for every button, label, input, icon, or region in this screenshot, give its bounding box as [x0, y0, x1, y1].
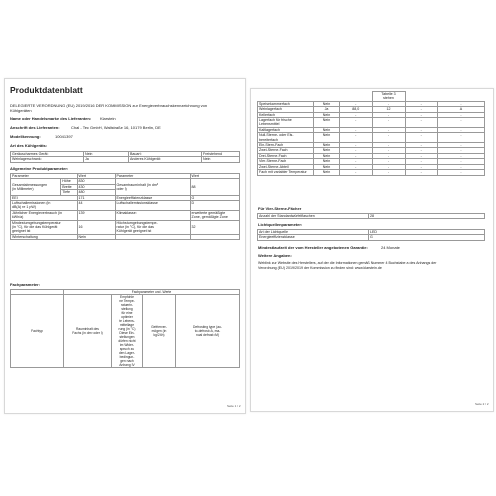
- table-cell: -: [438, 118, 485, 128]
- table-cell: -: [340, 153, 373, 158]
- max-temp-label-line: ratur (in °C), für die das: [116, 225, 154, 230]
- table-cell: -: [340, 143, 373, 148]
- col-label-line: Empfohle: [120, 295, 134, 299]
- table-cell: [405, 92, 438, 102]
- table-cell: -: [372, 101, 405, 106]
- table-cell: -: [340, 112, 373, 117]
- table-cell: -: [340, 118, 373, 128]
- table-cell: -: [438, 153, 485, 158]
- table-cell: -: [405, 101, 438, 106]
- table-cell: G: [369, 235, 485, 240]
- table-row: [258, 118, 485, 128]
- table-cell: -: [372, 153, 405, 158]
- table-cell: -: [438, 127, 485, 132]
- table-cell: -: [405, 118, 438, 128]
- col-label-line: Fachtyp: [31, 329, 43, 333]
- table-cell: 28: [369, 214, 485, 219]
- col-label-line: dürfen nicht: [118, 339, 136, 343]
- general-params-table: [10, 173, 240, 240]
- table-cell: Nein: [314, 164, 340, 169]
- table-cell: 44: [77, 201, 115, 211]
- table-cell: 830: [77, 179, 115, 184]
- table-cell: Nein: [314, 118, 340, 128]
- col-label-line: Defrosting type (au-: [193, 325, 222, 329]
- table-cell: Freistehend: [202, 152, 240, 157]
- dim-label-line: Gesamtabmessungen: [12, 182, 48, 187]
- table-cell: -: [405, 148, 438, 153]
- col-label-line: stellung: [121, 307, 133, 311]
- model-value: 10041397: [55, 134, 73, 139]
- col-label-line: to-defrost=A, ma-: [194, 329, 221, 333]
- table-cell: Kellerfach: [258, 112, 314, 117]
- table-cell: [340, 92, 373, 102]
- table-cell: [11, 220, 78, 234]
- table-cell: -: [372, 133, 405, 143]
- table-cell: -: [438, 159, 485, 164]
- supplier-name-label: Name oder Handelsmarke des Lieferanten:: [10, 116, 92, 121]
- table-cell: Nein: [314, 133, 340, 143]
- table-row: [11, 179, 240, 184]
- min-temp-label-line: geeignet ist: [12, 229, 31, 234]
- table-cell: [314, 92, 340, 102]
- table-cell: -: [372, 159, 405, 164]
- table-cell: -: [438, 148, 485, 153]
- table-cell: 480: [77, 190, 115, 195]
- table-cell: -: [372, 148, 405, 153]
- compartment-rows: [258, 101, 485, 175]
- col-label-line: für eine: [121, 311, 133, 315]
- table-cell: [190, 210, 239, 220]
- table-cell: Anzahl der Standardwürfelflaschen: [258, 214, 369, 219]
- table-cell: -: [405, 127, 438, 132]
- table-cell: -: [340, 127, 373, 132]
- table-cell: -: [438, 143, 485, 148]
- table-cell: -: [438, 170, 485, 175]
- table-row: [258, 214, 485, 219]
- table-cell: -: [340, 170, 373, 175]
- table-header-cell: Wert: [77, 174, 115, 179]
- fach-table: [10, 289, 240, 368]
- col-label-line: Gefrierver-: [151, 325, 167, 329]
- col-label-line: Anhang IV: [119, 363, 135, 367]
- table-cell: Tiefe: [61, 190, 77, 195]
- col-label-line: stellungen: [119, 335, 135, 339]
- table-cell: Fach mit variabler Temperatur: [258, 170, 314, 175]
- table-cell: -: [405, 112, 438, 117]
- table-cell: [115, 220, 190, 234]
- table-cell: -: [340, 101, 373, 106]
- table-cell: [115, 179, 190, 195]
- min-temp-label-line: (in °C), für die das Kühlgerät: [12, 225, 58, 230]
- table-cell: 16: [77, 220, 115, 234]
- type-heading: Art des Kühlgeräts:: [10, 143, 48, 148]
- table-header-cell: Parameter: [115, 174, 190, 179]
- warranty-value: 24 Monate: [381, 245, 400, 250]
- table-cell: Kaltlagerfach: [258, 127, 314, 132]
- table-cell: Weinlagerfach: [258, 107, 314, 112]
- table-cell: 12: [372, 107, 405, 112]
- table-cell: Breite: [61, 184, 77, 189]
- table-cell: Klimaklasse:: [115, 210, 190, 220]
- table-cell: [112, 295, 143, 368]
- table-cell: Speisekammerfach: [258, 101, 314, 106]
- col-label-line: te Lebens-: [119, 319, 135, 323]
- type-table: [10, 151, 240, 163]
- supplier-address-value: Chal - Tec GmbH, Wallstraße 16, 10179 Berlin, DE: [71, 125, 161, 130]
- table-head-line: stehen: [383, 96, 394, 101]
- further-heading: Weitere Angaben:: [258, 253, 292, 258]
- table-cell: [11, 179, 61, 195]
- col-label-line: mögen (in: [151, 329, 167, 333]
- table-row: [258, 235, 485, 240]
- datasheet-page-2: [250, 88, 494, 412]
- table-cell: [115, 234, 190, 239]
- table-cell: [11, 201, 78, 211]
- table-cell: -: [372, 170, 405, 175]
- table-cell: Bauart:: [129, 152, 202, 157]
- col-label-line: im Wider-: [119, 343, 135, 347]
- volume-label-line: Gesamtrauminhalt (in dm³: [116, 182, 159, 187]
- table-cell: -: [405, 159, 438, 164]
- table-cell: -: [340, 133, 373, 143]
- table-cell: 139: [77, 210, 115, 220]
- table-cell: Nein: [314, 112, 340, 117]
- table-cell: -: [372, 143, 405, 148]
- table-header-cell: Fachparameter und -Werte: [64, 290, 240, 295]
- table-row: [11, 157, 240, 162]
- col-label-line: rung (in °C): [118, 327, 136, 331]
- table-cell: Höhe: [61, 179, 77, 184]
- col-label-line: Diese Ein-: [119, 331, 135, 335]
- table-cell: 88,0: [340, 107, 373, 112]
- light-table: [257, 229, 485, 241]
- consumption-label-line: Jährlicher Energieverbrauch (in: [12, 210, 62, 215]
- table-cell: Nein: [202, 157, 240, 162]
- table-cell: Geräuscharmes Gerät:: [11, 152, 84, 157]
- table-cell: Nein: [314, 170, 340, 175]
- table-cell: Art der Lichtquelle: [258, 230, 369, 235]
- climate-value-line: erweiterte gemäßigte: [191, 210, 226, 215]
- table-cell: 32: [190, 220, 239, 234]
- col-label-line: bedingun-: [119, 355, 135, 359]
- table-cell: Ein-Stern-Fach: [258, 143, 314, 148]
- regulation-line-2: Kühlgeräten: [10, 108, 32, 113]
- four-star-table: [257, 213, 485, 219]
- table-cell: [258, 92, 314, 102]
- table-cell: Zwei-Sterne-Abteil: [258, 164, 314, 169]
- table-cell: -: [438, 133, 485, 143]
- general-heading: Allgemeine Produktparameter:: [10, 166, 69, 171]
- noise-label-line: Luftschallemissionen (in: [12, 201, 51, 206]
- table-cell: -: [405, 107, 438, 112]
- table-cell: Nein: [314, 148, 340, 153]
- table-cell: 88: [190, 179, 239, 195]
- table-head-line: Tabelle 3: [381, 92, 396, 96]
- four-star-heading: Für Vier-Sterne-Fächer: [258, 206, 302, 211]
- table-cell: Weinlagerschrank:: [11, 157, 84, 162]
- table-cell: -: [372, 127, 405, 132]
- table-cell: Winterschaltung: [11, 234, 78, 239]
- table-cell: [64, 295, 112, 368]
- supplier-name-value: Klarstein: [100, 116, 116, 121]
- table-cell: Drei-Sterne-Fach: [258, 153, 314, 158]
- col-label-line: den Lager-: [119, 351, 135, 355]
- col-label-line: gen nach: [120, 359, 134, 363]
- datasheet-page-1: [4, 78, 246, 414]
- col-label-line: Rauminhalt des: [76, 327, 99, 331]
- table-cell: [11, 210, 78, 220]
- table-cell: Null-Sterne- oder Eis- bereiterfach: [258, 133, 314, 143]
- table-cell: Energieeffizienzklasse: [258, 235, 369, 240]
- table-cell: Lagerfach für frische Lebensmittel: [258, 118, 314, 128]
- page-number: Seite 1 / 2: [227, 404, 241, 408]
- table-cell: [190, 234, 239, 239]
- fach-heading: Fachparameter:: [10, 282, 41, 287]
- noise-label-line: dB(A) re 1 pW): [12, 205, 36, 210]
- col-label-line: kg/24h): [153, 333, 165, 337]
- table-cell: -: [438, 112, 485, 117]
- col-label-line: mittellage: [119, 323, 135, 327]
- volume-label-line: oder l): [116, 187, 127, 192]
- table-cell: -: [340, 159, 373, 164]
- table-cell: EEI: [11, 195, 78, 200]
- max-temp-label-line: Höchstumgebungstempe-: [116, 220, 158, 225]
- table-row: [258, 133, 485, 143]
- table-cell: -: [372, 164, 405, 169]
- table-cell: Luftschallemissionsklasse: [115, 201, 190, 211]
- model-label: Modellkennung:: [10, 134, 41, 139]
- table-cell: LED: [369, 230, 485, 235]
- table-cell: 171: [77, 195, 115, 200]
- supplier-address-label: Anschrift des Lieferanten:: [10, 125, 60, 130]
- table-cell: Vier-Sterne-Fach: [258, 159, 314, 164]
- table-cell: Anderes Kühlgerät:: [129, 157, 202, 162]
- col-label-line: spruch zu: [119, 347, 135, 351]
- table-cell: [11, 295, 64, 368]
- col-label-line: ne Tempe-: [119, 299, 135, 303]
- table-cell: -: [405, 143, 438, 148]
- table-cell: Nein: [314, 159, 340, 164]
- table-row: [11, 220, 240, 234]
- climate-value-line: Zone, gemäßigte Zone: [191, 215, 228, 220]
- light-heading: Lichtquellenparameter:: [258, 222, 303, 227]
- regulation-line-1: DELEGIERTE VERORDNUNG (EU) 2019/2016 DER KOMMISSION zur Energieverbrauchskennzeichnung von: [10, 103, 208, 108]
- table-cell: Nein: [77, 234, 115, 239]
- page-number: Seite 2 / 2: [475, 402, 489, 406]
- table-cell: Ja: [314, 107, 340, 112]
- table-cell: [438, 92, 485, 102]
- table-row: [11, 295, 240, 368]
- table-cell: -: [372, 112, 405, 117]
- table-cell: -: [405, 133, 438, 143]
- col-label-line: Fachs (in dm³ oder l): [72, 331, 103, 335]
- consumption-label-line: kWh/a): [12, 215, 24, 220]
- max-temp-label-line: Kühlgerät geeignet ist: [116, 229, 152, 234]
- table-row: [258, 92, 485, 102]
- table-cell: -: [438, 164, 485, 169]
- table-cell: A: [438, 107, 485, 112]
- table-cell: -: [340, 148, 373, 153]
- warranty-label: Mindestlaufzeit der vom Hersteller angebotenen Garantie:: [258, 245, 368, 250]
- table-cell: G: [190, 195, 239, 200]
- table-cell: -: [405, 170, 438, 175]
- table-row: [11, 234, 240, 239]
- table-cell: -: [340, 164, 373, 169]
- table-cell: [143, 295, 176, 368]
- table-header-cell: Parameter: [11, 174, 78, 179]
- table-cell: Nein: [314, 143, 340, 148]
- col-label-line: optimier: [121, 315, 133, 319]
- table-cell: -: [405, 164, 438, 169]
- table-cell: 430: [77, 184, 115, 189]
- table-row: [11, 201, 240, 211]
- table-cell: Energieeffizienzklasse: [115, 195, 190, 200]
- table-cell: -: [372, 118, 405, 128]
- table-row: [11, 210, 240, 220]
- further-text-line-2: Verordnung (EU) 2019/2019 der Kommission zu finden sind: www.klarstein.de: [258, 266, 382, 270]
- table-cell: Nein: [314, 101, 340, 106]
- table-cell: [176, 295, 240, 368]
- col-label-line: nual defrost=M): [196, 333, 219, 337]
- dim-label-line: (in Millimeter): [12, 187, 34, 192]
- table-cell: D: [190, 201, 239, 211]
- table-cell: -: [405, 153, 438, 158]
- col-label-line: ratuerin-: [120, 303, 134, 307]
- further-text-line-1: Weblink zur Website des Herstellers, auf der die Informationen gemäß Nummer 4 Buchstabe a des Anhangs der: [258, 261, 437, 265]
- compartment-table: [257, 91, 485, 176]
- table-cell: Nein: [314, 127, 340, 132]
- table-cell: Nein: [314, 153, 340, 158]
- table-row: [258, 170, 485, 175]
- table-header-cell: [372, 92, 405, 102]
- table-header-cell: Wert: [190, 174, 239, 179]
- min-temp-label-line: Mindestumgebungstemperatur: [12, 220, 61, 225]
- table-cell: Nein: [84, 152, 129, 157]
- table-cell: -: [438, 101, 485, 106]
- table-cell: Ja: [84, 157, 129, 162]
- table-cell: Zwei-Sterne-Fach: [258, 148, 314, 153]
- page-title: Produktdatenblatt: [10, 85, 83, 95]
